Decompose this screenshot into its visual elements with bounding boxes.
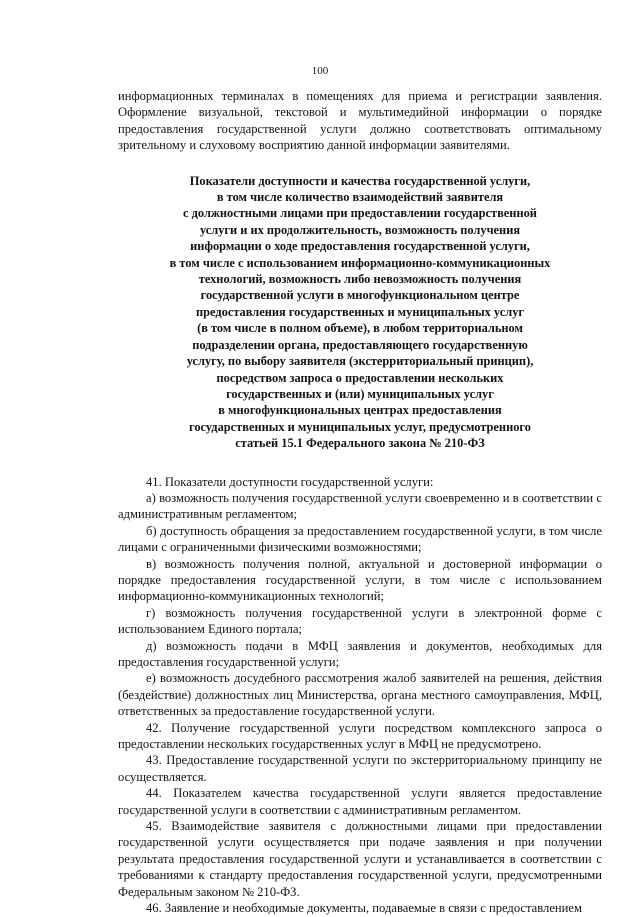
paragraph-43: 43. Предоставление государственной услуги по экстерриториальному принципу не осуществляется.: [118, 753, 602, 784]
paragraph-41: 41. Показатели доступности государственной услуги:: [146, 474, 434, 489]
paragraph-44: 44. Показателем качества государственной услуги является предоставление государственной услуги в соответствии с административным регламентом.: [118, 786, 602, 817]
heading-line: посредством запроса о предоставлении нескольких: [216, 370, 504, 385]
section-heading: [118, 173, 602, 452]
intro-paragraph: информационных терминалах в помещениях для приема и регистрации заявления. Оформление визуальной, текстовой и мультимедийной информации о порядке предоставления государственной услуги должно соответствовать оптимальному зрительному и слуховому восприятию данной информации заявителями.: [118, 89, 602, 153]
paragraph-42: 42. Получение государственной услуги посредством комплексного запроса о предоставлении нескольких государственных услуг в МФЦ не предусмотрено.: [118, 720, 602, 752]
document-body: [118, 88, 602, 917]
heading-line: государственной услуги в многофункциональном центре: [200, 288, 520, 303]
paragraph-41-b: б) доступность обращения за предоставлением государственной услуги, в том числе лицами с ограниченными физическими возможностями;: [118, 523, 602, 555]
paragraph-41-v: в) возможность получения полной, актуальной и достоверной информации о порядке предоставления государственной услуги, в том числе с использованием информационно-коммуникационных технологий;: [118, 556, 602, 604]
heading-line: статьей 15.1 Федерального закона № 210-ФЗ: [235, 436, 485, 451]
heading-line: подразделении органа, предоставляющего государственную: [192, 337, 528, 352]
heading-line: Показатели доступности и качества государственной услуги,: [189, 173, 531, 188]
heading-line: в том числе количество взаимодействий заявителя: [216, 190, 504, 205]
heading-line: в том числе с использованием информационно-коммуникационных: [169, 255, 551, 270]
heading-line: государственных и (или) муниципальных услуг: [226, 386, 494, 401]
heading-line: предоставления государственных и муниципальных услуг: [195, 304, 525, 319]
paragraph-46: 46. Заявление и необходимые документы, подаваемые в связи с предоставлением: [146, 901, 582, 916]
paragraph-45: 45. Взаимодействие заявителя с должностными лицами при предоставлении государственной услуги осуществляется при подаче заявления и при получении результата предоставления государственной услуги и устанавливается в соответствии с требованиями к стандарту предоставления государственной услуги, предусмотренными Федеральным законом № 210-ФЗ.: [118, 819, 602, 899]
paragraph-41-e: е) возможность досудебного рассмотрения жалоб заявителей на решения, действия (бездействие) должностных лиц Министерства, органа местного самоуправления, МФЦ, ответственных за предоставление государственной услуги.: [118, 671, 602, 719]
heading-line: в многофункциональных центрах предоставления: [218, 403, 502, 418]
paragraph-41-g: г) возможность получения государственной услуги в электронной форме с использованием Единого портала;: [118, 605, 602, 637]
heading-line: государственных и муниципальных услуг, предусмотренного: [189, 419, 531, 434]
heading-line: с должностными лицами при предоставлении государственной: [183, 206, 537, 221]
paragraph-41-a: а) возможность получения государственной услуги своевременно и в соответствии с административным регламентом;: [118, 490, 602, 522]
paragraph-41-d: д) возможность подачи в МФЦ заявления и документов, необходимых для предоставления государственной услуги;: [118, 638, 602, 669]
page-number: 100: [311, 65, 329, 77]
heading-line: технологий, возможность либо невозможность получения: [198, 272, 522, 287]
heading-line: информации о ходе предоставления государственной услуги,: [190, 239, 530, 254]
heading-line: услуги и их продолжительность, возможность получения: [199, 222, 521, 237]
heading-line: (в том числе в полном объеме), в любом территориальном: [197, 321, 523, 336]
heading-line: услугу, по выбору заявителя (экстерриториальный принцип),: [186, 354, 534, 369]
